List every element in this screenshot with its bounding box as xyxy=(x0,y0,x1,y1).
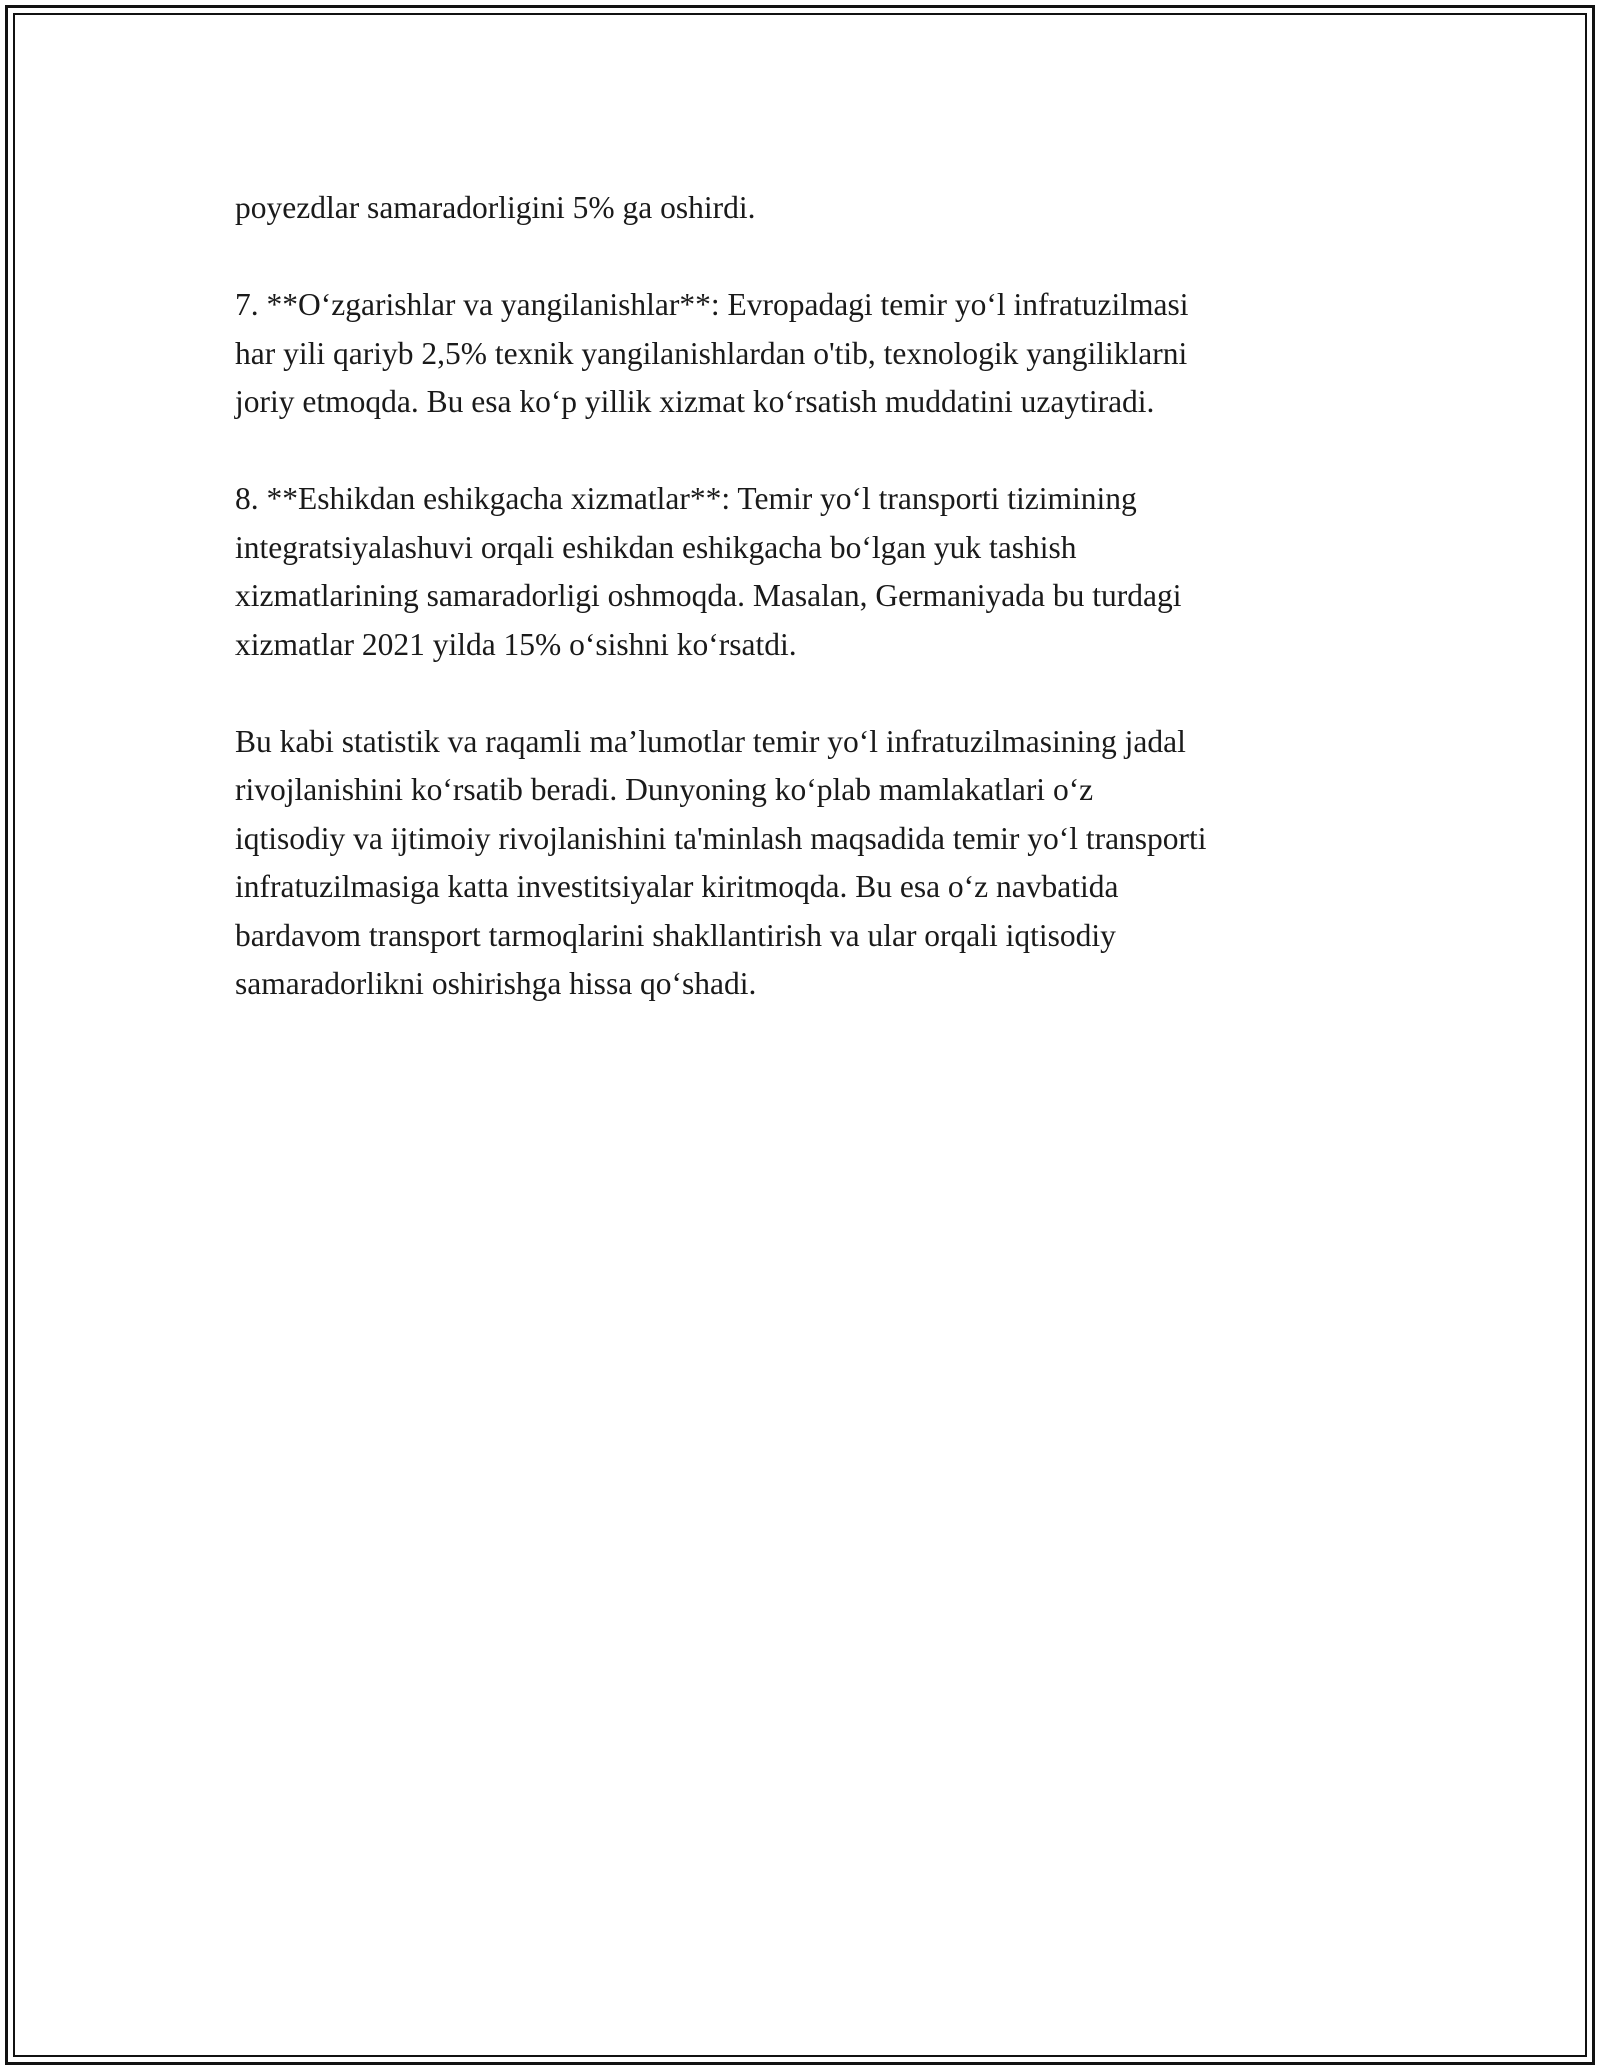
paragraph-conclusion xyxy=(235,718,1375,1009)
text-line: har yili qariyb 2,5% texnik yangilanishlardan o'tib, texnologik yangiliklarni xyxy=(235,335,1188,371)
text-line: bardavom transport tarmoqlarini shakllantirish va ular orqali iqtisodiy xyxy=(235,917,1116,953)
text-line: samaradorlikni oshirishga hissa qo‘shadi. xyxy=(235,966,757,1001)
paragraph-item-7 xyxy=(235,281,1375,427)
paragraph-continuation xyxy=(235,184,1375,233)
text-line: rivojlanishini ko‘rsatib beradi. Dunyoning ko‘plab mamlakatlari o‘z xyxy=(235,772,1094,807)
text-line: infratuzilmasiga katta investitsiyalar kiritmoqda. Bu esa o‘z navbatida xyxy=(235,869,1119,904)
text-line: xizmatlarining samaradorligi oshmoqda. Masalan, Germaniyada bu turdagi xyxy=(235,578,1182,613)
text-line: Bu kabi statistik va raqamli ma’lumotlar temir yo‘l infratuzilmasining jadal xyxy=(235,723,1186,759)
text-line: poyezdlar samaradorligini 5% ga oshirdi. xyxy=(235,190,756,225)
text-line: joriy etmoqda. Bu esa ko‘p yillik xizmat ko‘rsatish muddatini uzaytiradi. xyxy=(235,384,1155,419)
text-line: 7. **O‘zgarishlar va yangilanishlar**: Evropadagi temir yo‘l infratuzilmasi xyxy=(235,287,1189,322)
text-line: xizmatlar 2021 yilda 15% o‘sishni ko‘rsatdi. xyxy=(235,626,797,662)
paragraph-item-8 xyxy=(235,475,1375,669)
text-line: integratsiyalashuvi orqali eshikdan eshikgacha bo‘lgan yuk tashish xyxy=(235,529,1077,565)
document-body xyxy=(235,184,1375,1057)
text-line: iqtisodiy va ijtimoiy rivojlanishini ta'minlash maqsadida temir yo‘l transporti xyxy=(235,820,1207,856)
text-line: 8. **Eshikdan eshikgacha xizmatlar**: Temir yo‘l transporti tizimining xyxy=(235,481,1137,516)
